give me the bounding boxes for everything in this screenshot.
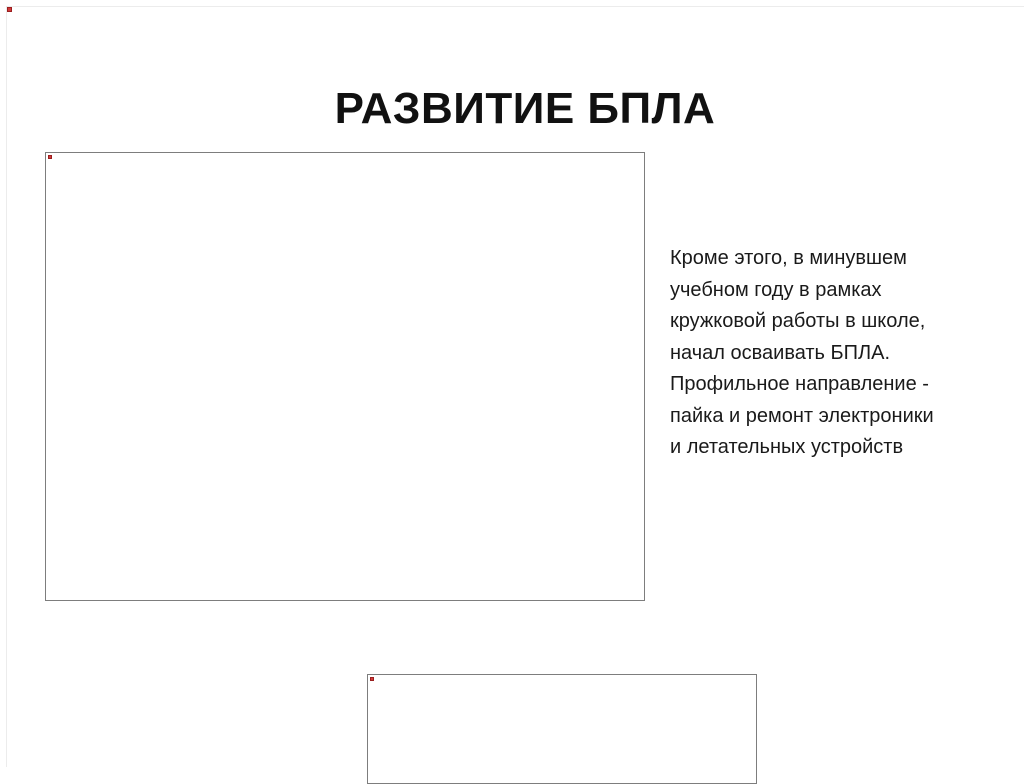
slide-body-text [670,243,1010,464]
broken-image-icon [48,155,52,159]
body-line: кружковой работы в школе, [670,310,926,332]
broken-image-icon [7,7,12,12]
body-line: Кроме этого, в минувшем [670,247,907,269]
body-line: пайка и ремонт электроники [670,404,934,427]
lower-image-placeholder [367,674,757,784]
body-line: Профильное направление - [670,373,929,395]
broken-image-icon [370,677,374,681]
main-image-placeholder [45,152,645,601]
body-line: и летательных устройств [670,436,904,458]
body-line: начал осваивать БПЛА. [670,341,891,364]
slide-title: РАЗВИТИЕ БПЛА [334,84,716,133]
body-line: учебном году в рамках [670,278,882,301]
